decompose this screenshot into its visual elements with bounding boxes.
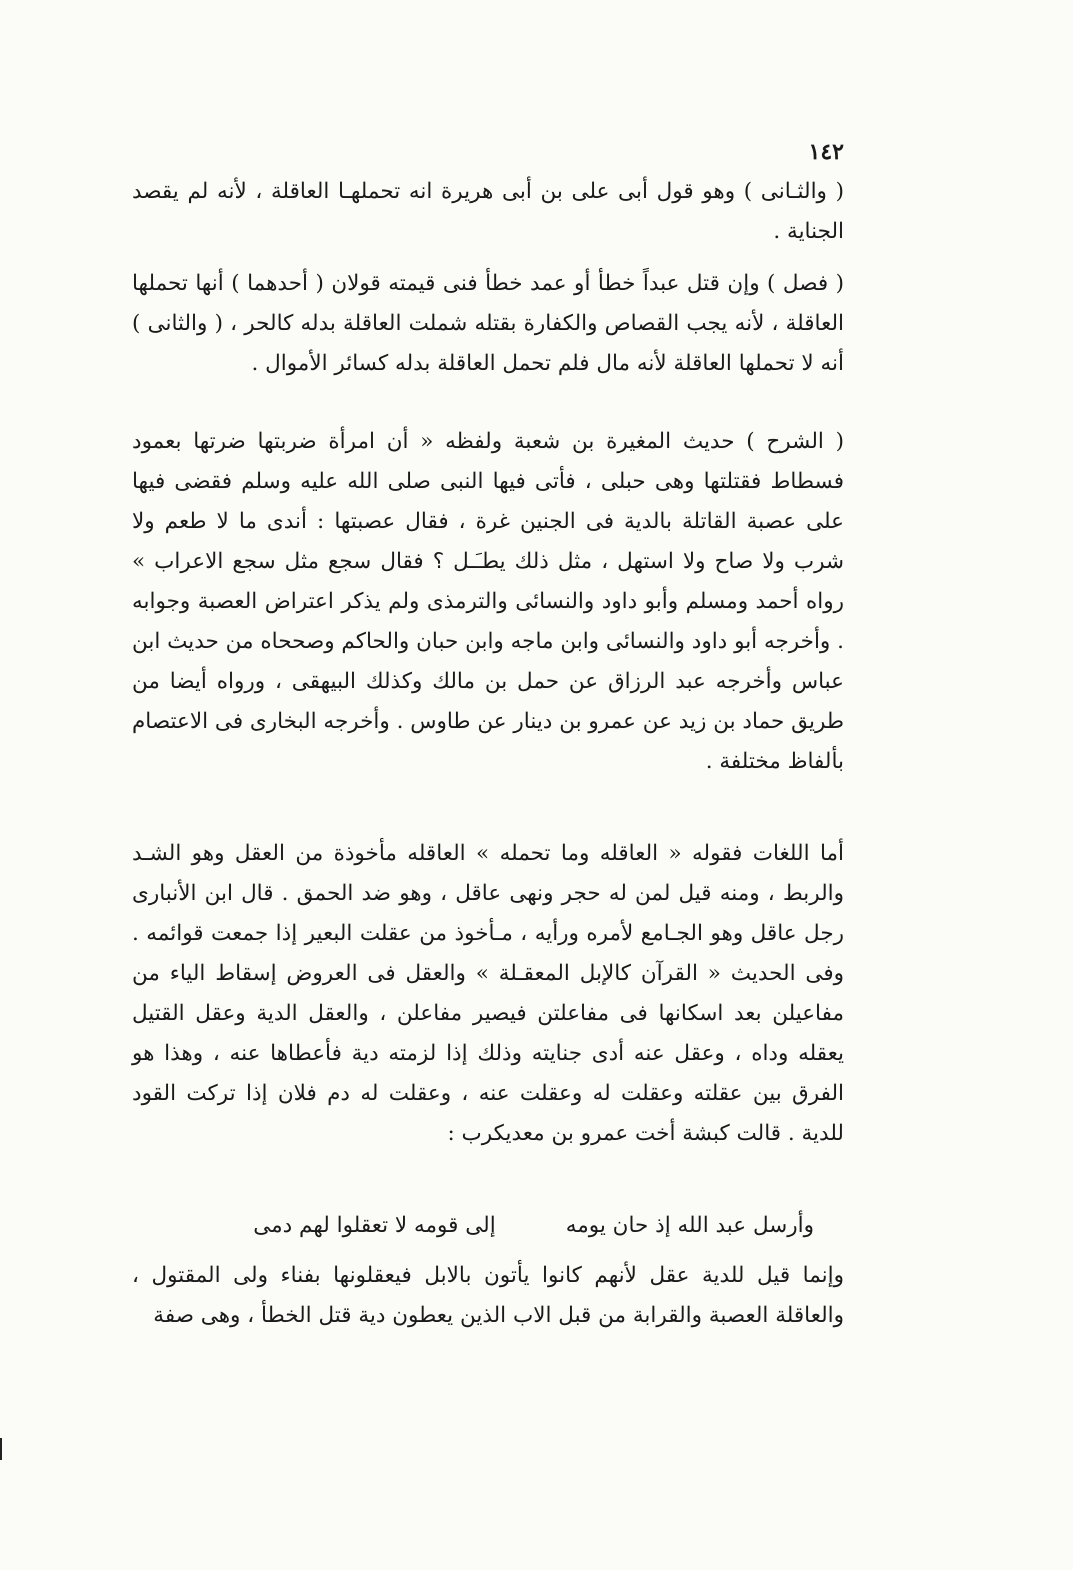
paragraph-text: ( فصل ) وإن قتل عبداً خطأ أو عمد خطأ فنى قيمته قولان ( أحدهما ) أنها تحملها العاقلة ، لأنه يجب القصاص والكفارة بقتله شملت العاقلة بدله كالحر ، ( والثانى ) أنه لا تحملها العاقلة لأنه مال فلم تحمل العاقلة بدله كسائر الأموال .: [132, 271, 844, 376]
paragraph-text: ( والثـانى ) وهو قول أبى على بن أبى هريرة انه تحملهـا العاقلة ، لأنه لم يقصد الجناية .: [132, 179, 844, 244]
verse-second-hemistich: إلى قومه لا تعقلوا لهم دمى: [253, 1213, 496, 1238]
poem-verse: [132, 1206, 844, 1246]
paragraph-text: وإنما قيل للدية عقل لأنهم كانوا يأتون بالابل فيعقلونها بفناء ولى المقتول ، والعاقلة العصبة والقرابة من قبل الاب الذين يعطون دية قتل الخطأ ، وهى صفة: [132, 1263, 844, 1328]
page-number: ١٤٢: [808, 139, 844, 165]
paragraph-fasl: [132, 264, 844, 384]
paragraph-sharh: [132, 422, 844, 782]
paragraph-second-opinion: [132, 172, 844, 252]
verse-first-hemistich: وأرسل عبد الله إذ حان يومه: [565, 1213, 814, 1238]
scan-edge-mark: [0, 1438, 2, 1460]
paragraph-lughat: [132, 834, 844, 1154]
paragraph-text: أما اللغات فقوله « العاقله وما تحمله » العاقله مأخوذة من العقل وهو الشـد والربط ، ومنه قيل لمن له حجر ونهى عاقل ، وهو ضد الحمق . قال ابن الأنبارى رجل عاقل وهو الجـامع لأمره ورأيه ، مـأخوذ من عقلت البعير إذا جمعت قوائمه . وفى الحديث « القرآن كالإبل المعقـلة » والعقل فى العروض إسقاط الياء من مفاعيلن بعد اسكانها فى مفاعلتن فيصير مفاعلن ، والعقل الدية وعقل القتيل يعقله وداه ، وعقل عنه أدى جنايته وذلك إذا لزمته دية فأعطاها عنه ، وهذا هو الفرق بين عقلته وعقلت له وعقلت عنه ، وعقلت له دم فلان إذا تركت القود للدية . قالت كبشة أخت عمرو بن معديكرب :: [132, 841, 844, 1146]
paragraph-text: ( الشرح ) حديث المغيرة بن شعبة ولفظه « أن امرأة ضربتها ضرتها بعمود فسطاط فقتلتها وهى حبلى ، فأتى فيها النبى صلى الله عليه وسلم فقضى فيها على عصبة القاتلة بالدية فى الجنين غرة ، فقال عصبتها : أندى ما لا طعم ولا شرب ولا صاح ولا استهل ، مثل ذلك يطـَـل ؟ فقال سجع مثل سجع الاعراب » رواه أحمد ومسلم وأبو داود والنسائى والترمذى ولم يذكر اعتراض العصبة وجوابه . وأخرجه أبو داود والنسائى وابن ماجه وابن حبان والحاكم وصححاه من حديث ابن عباس وأخرجه عبد الرزاق عن حمل بن مالك وكذلك البيهقى ، ورواه أيضا من طريق حماد بن زيد عن عمرو بن دينار عن طاوس . وأخرجه البخارى فى الاعتصام بألفاظ مختلفة .: [132, 429, 844, 774]
paragraph-closing: [132, 1256, 844, 1336]
